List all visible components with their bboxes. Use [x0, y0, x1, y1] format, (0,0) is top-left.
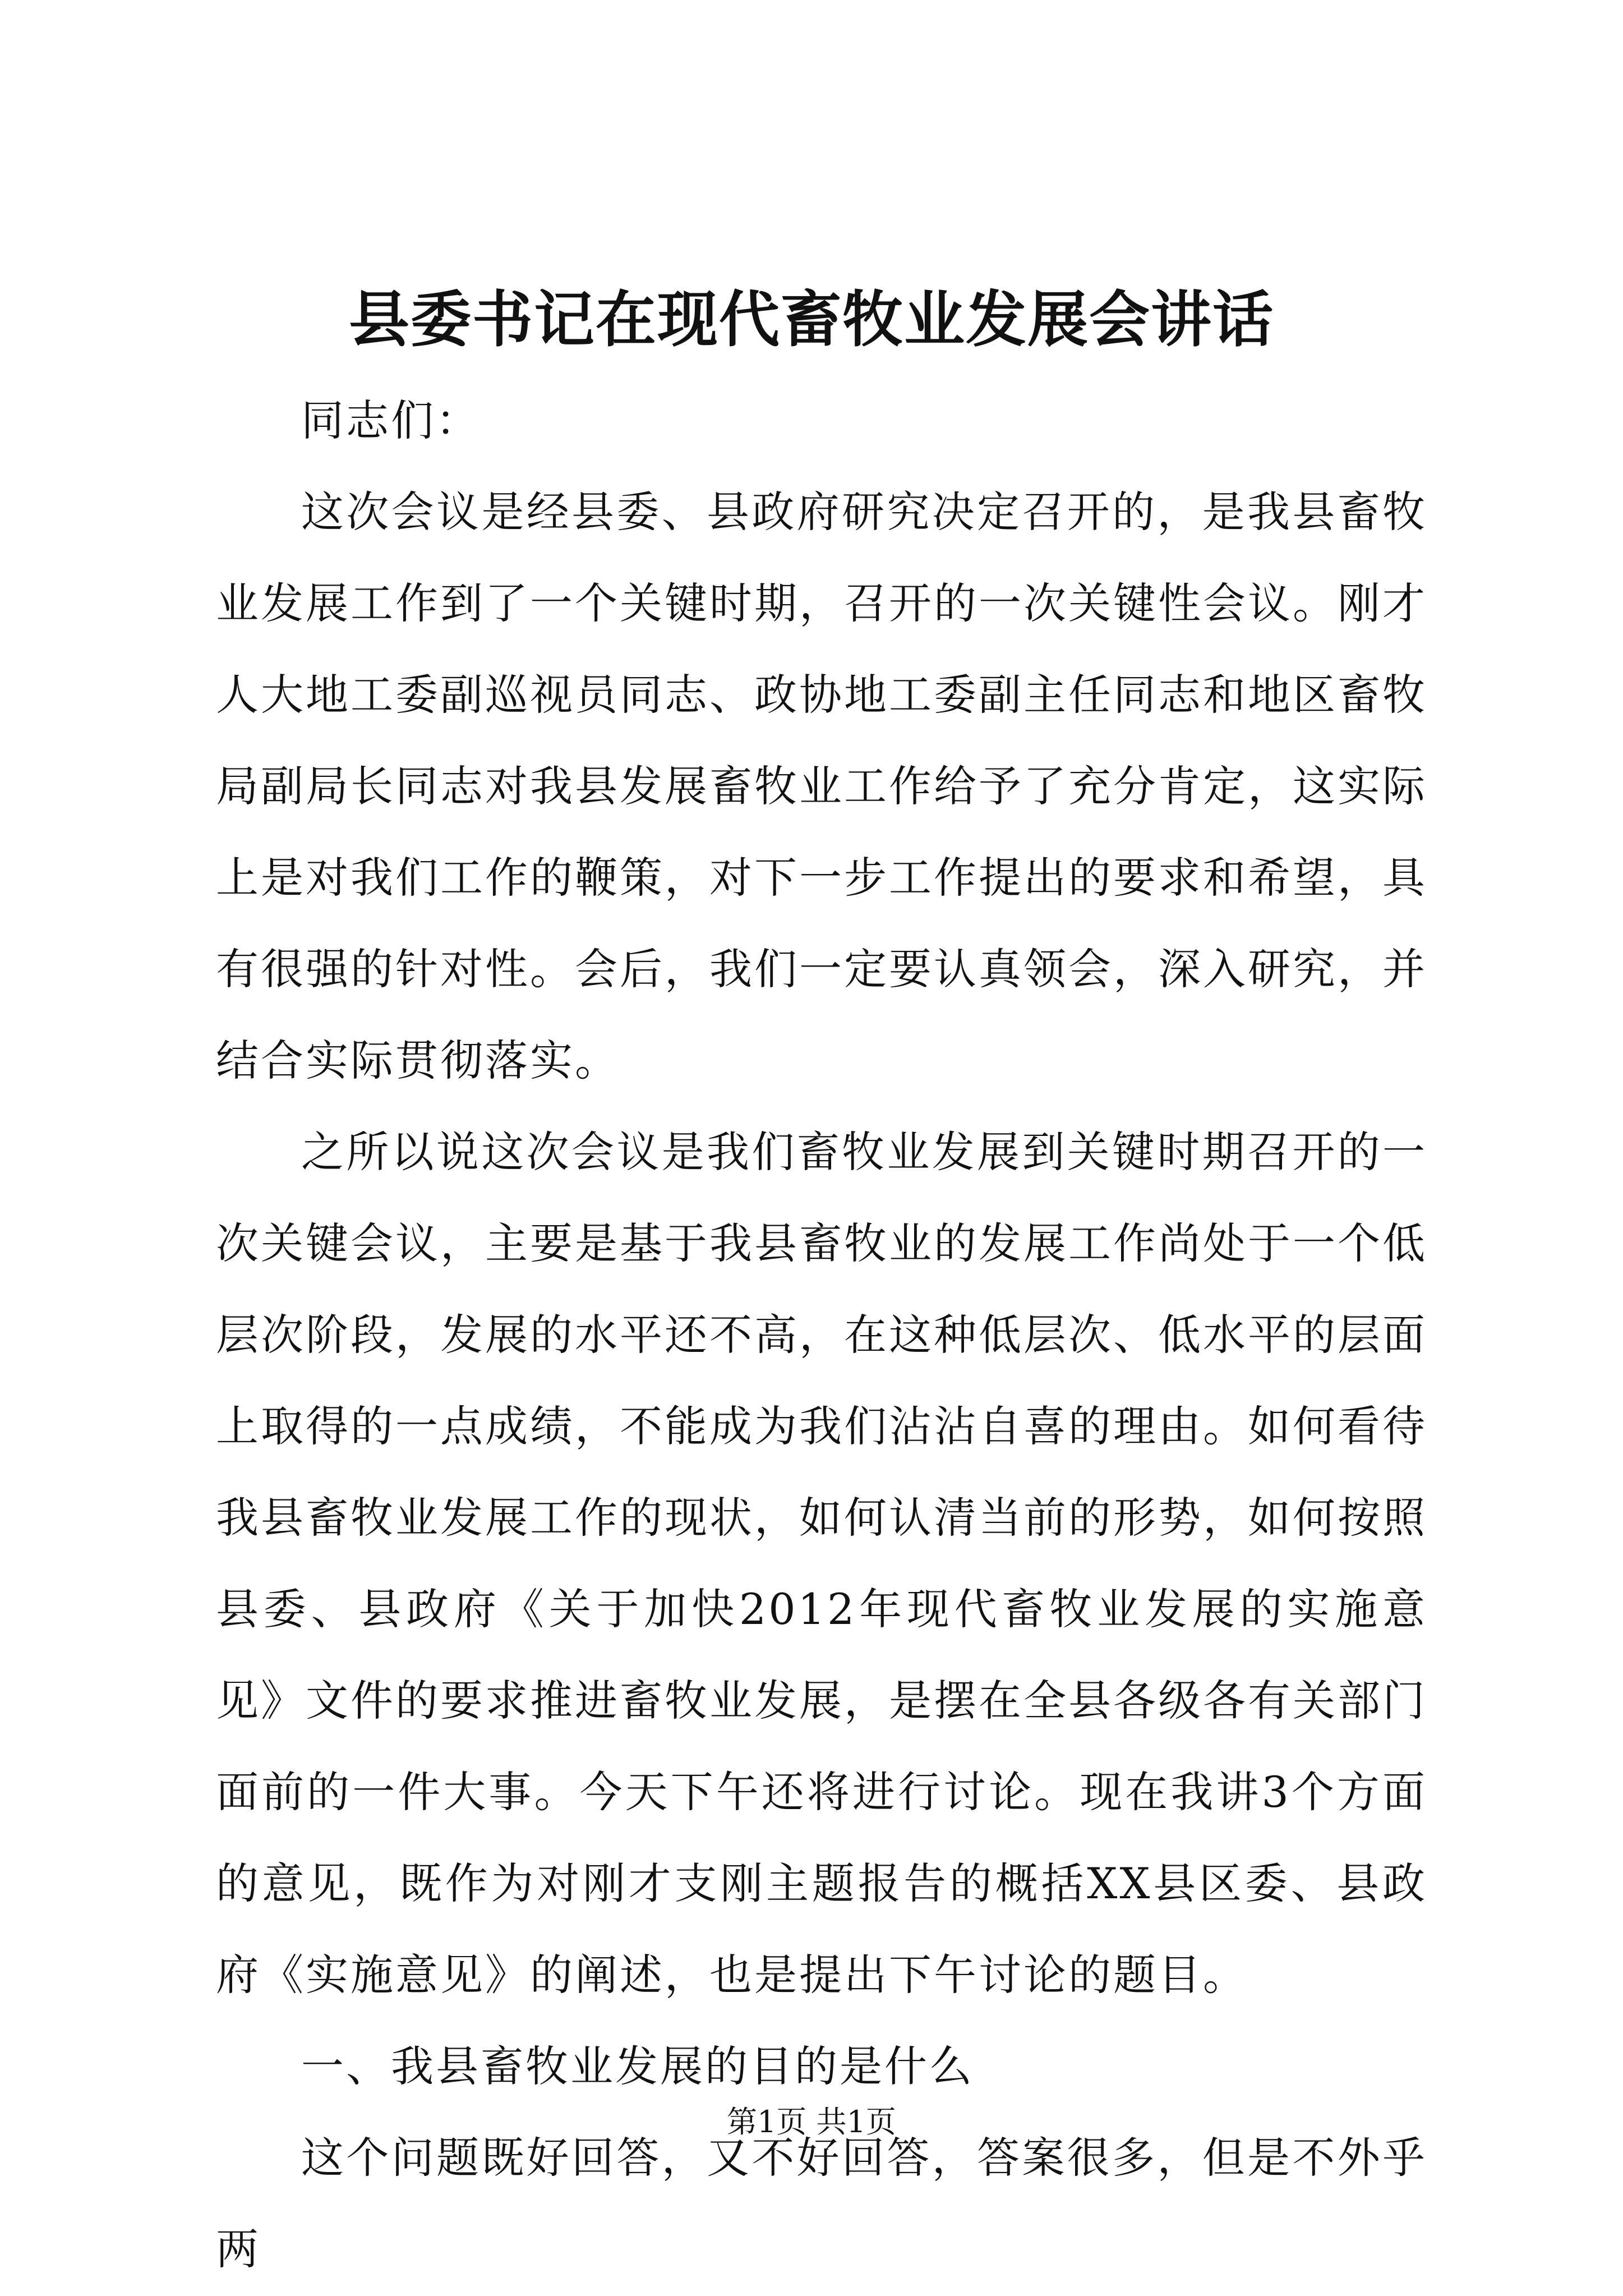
salutation-paragraph: 同志们： — [301, 395, 481, 445]
body-paragraph-1: 这次会议是经县委、县政府研究决定召开的，是我县畜牧业发展工作到了一个关键时期，召开的一次关键性会议。刚才人大地工委副巡视员同志、政协地工委副主任同志和地区畜牧局副局长同志对我县发展畜牧业工作给予了充分肯定，这实际上是对我们工作的鞭策，对下一步工作提出的要求和希望，具有很强的针对性。会后，我们一定要认真领会，深入研究，并结合实际贯彻落实。 — [216, 487, 1427, 1085]
page-footer: 第1页 共1页 — [727, 2104, 896, 2139]
section-heading-1: 一、我县畜牧业发展的目的是什么 — [301, 2041, 974, 2091]
body-paragraph-3: 这个问题既好回答，又不好回答，答案很多，但是不外乎两 — [216, 2133, 1427, 2274]
body-paragraph-2: 之所以说这次会议是我们畜牧业发展到关键时期召开的一次关键会议，主要是基于我县畜牧业的发展工作尚处于一个低层次阶段，发展的水平还不高，在这种低层次、低水平的层面上取得的一点成绩，不能成为我们沾沾自喜的理由。如何看待我县畜牧业发展工作的现状，如何认清当前的形势，如何按照县委、县政府《关于加快2012年现代畜牧业发展的实施意见》文件的要求推进畜牧业发展，是摆在全县各级各有关部门面前的一件大事。今天下午还将进行讨论。现在我讲3个方面的意见，既作为对刚才支刚主题报告的概括XX县区委、县政府《实施意见》的阐述，也是提出下午讨论的题目。 — [216, 1127, 1427, 2000]
document-body — [216, 375, 1427, 2295]
document-title: 县委书记在现代畜牧业发展会讲话 — [348, 284, 1274, 355]
